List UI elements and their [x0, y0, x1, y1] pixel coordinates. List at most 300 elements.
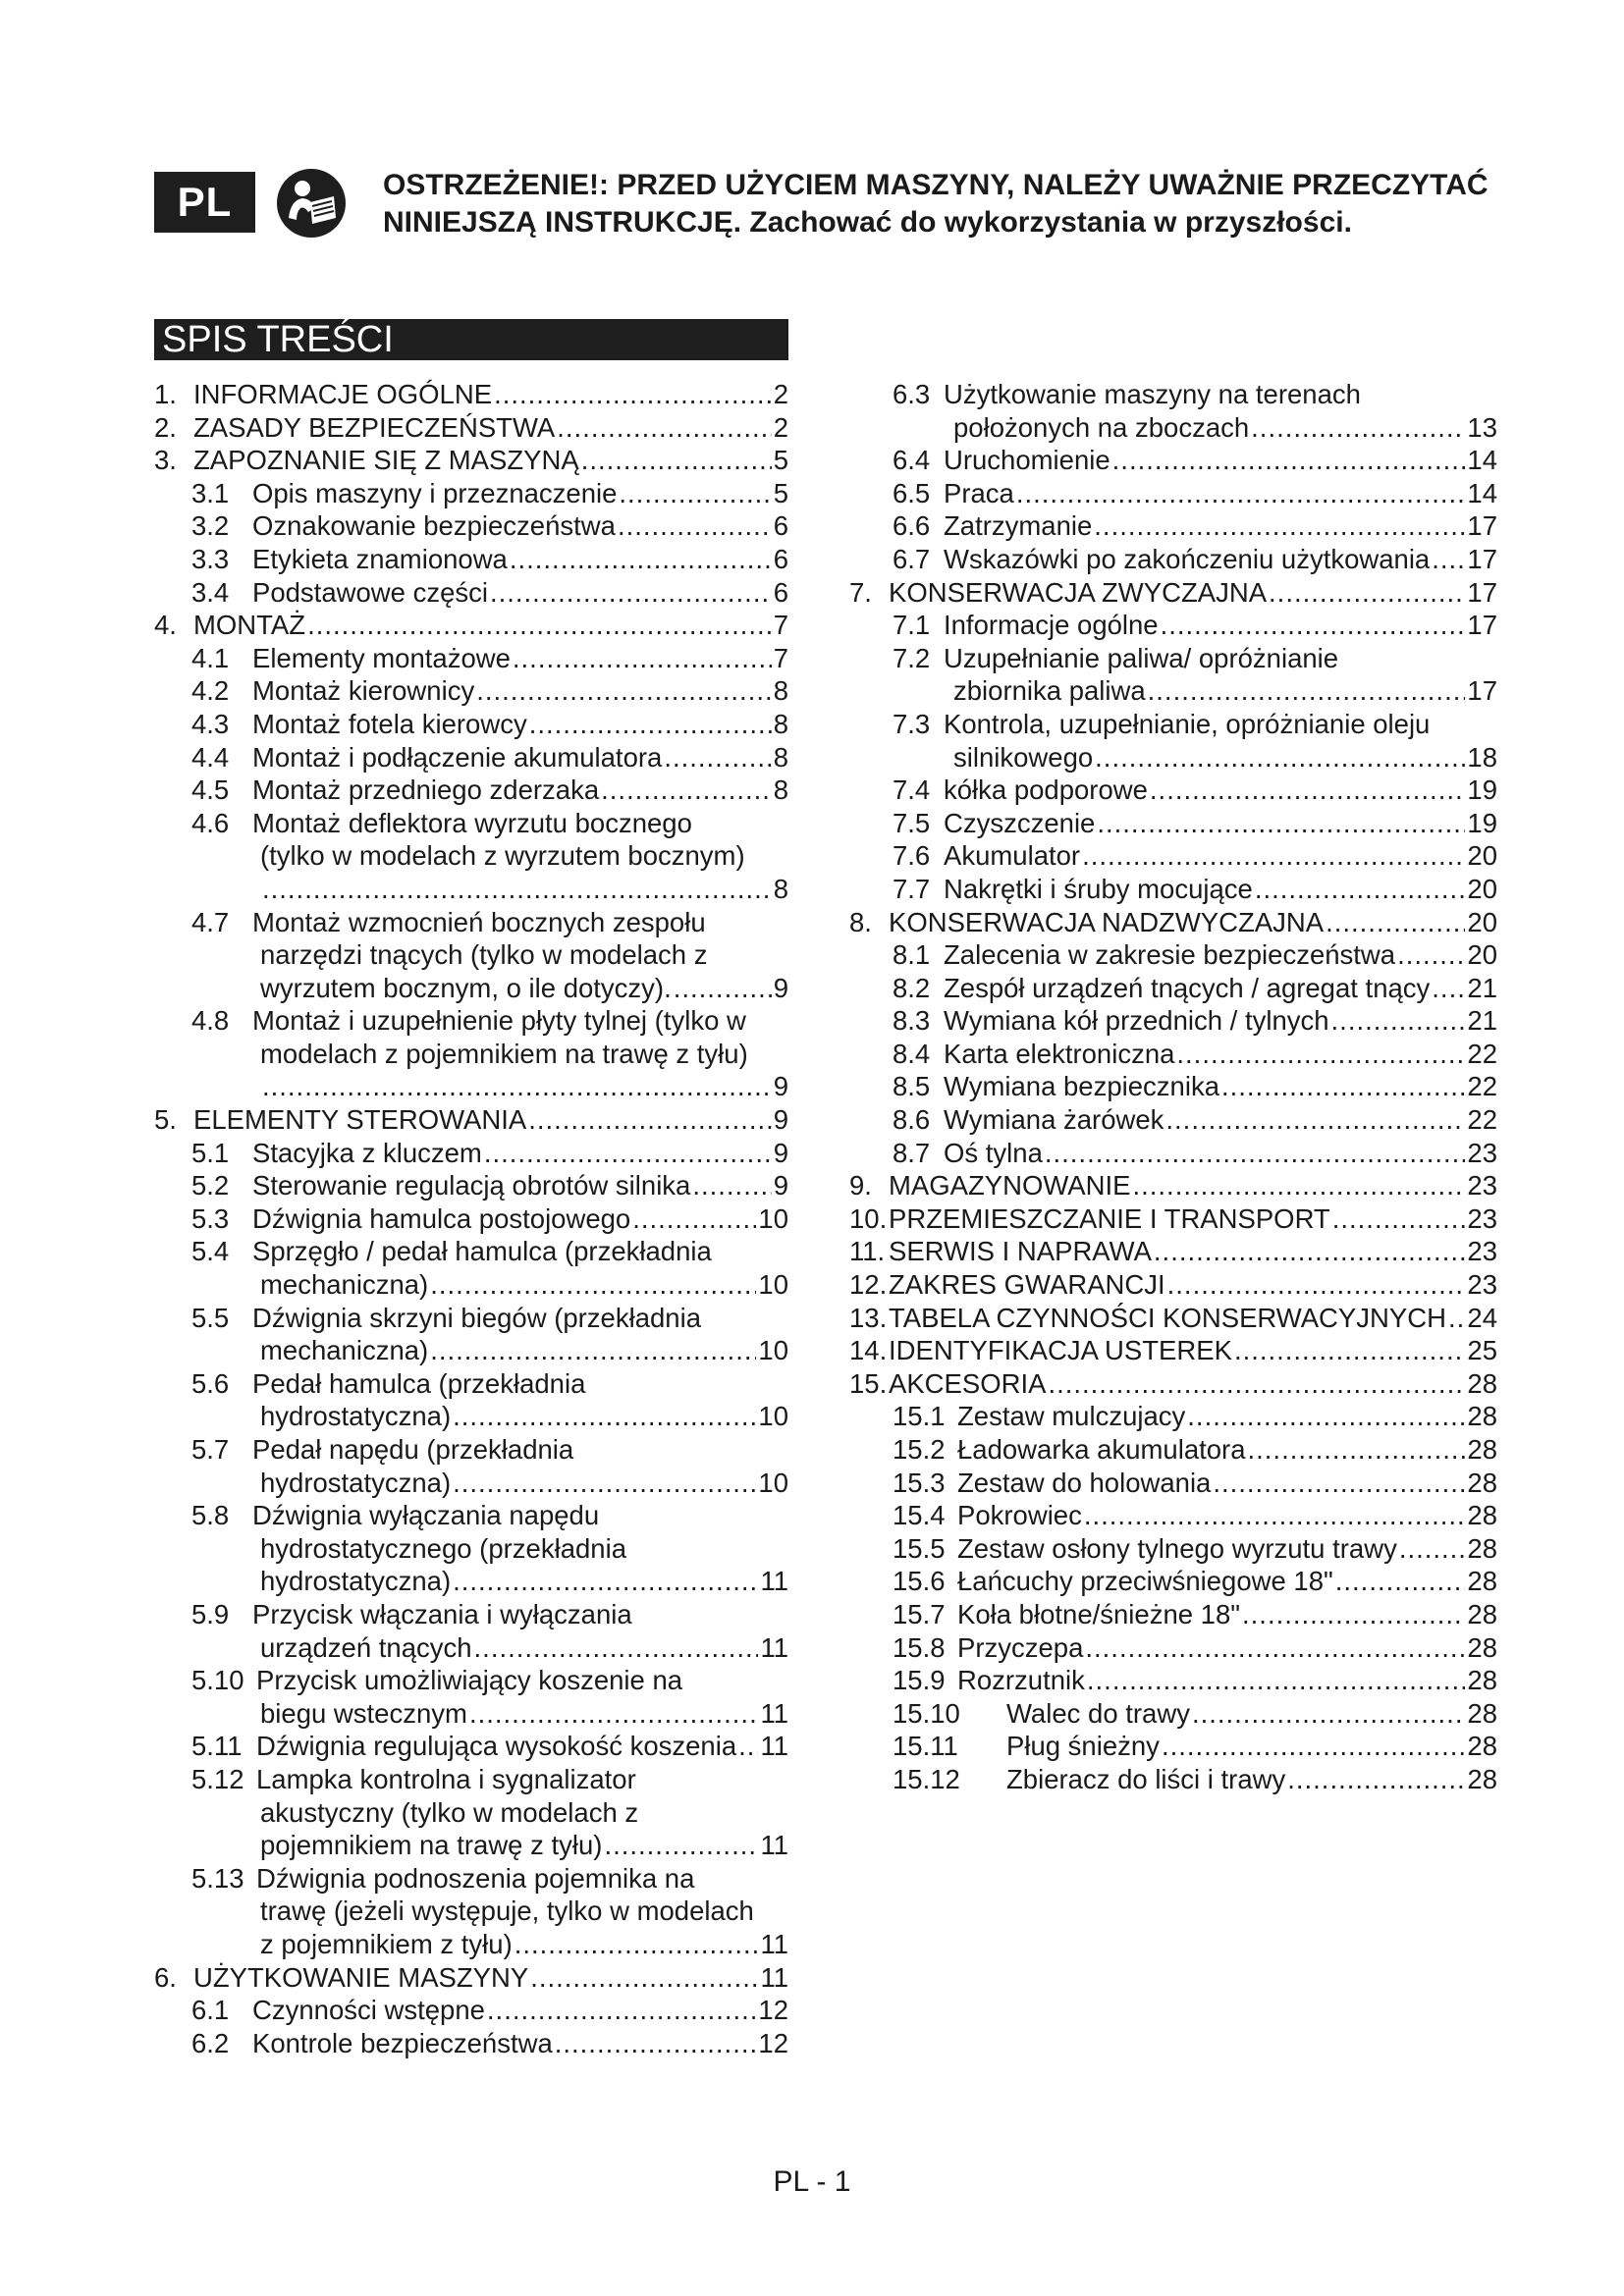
- toc-entry: [154, 411, 788, 445]
- toc-leader-dots: [484, 1137, 772, 1170]
- toc-entry: [154, 1664, 788, 1697]
- toc-entry-title: ELEMENTY STEROWANIA: [193, 1104, 527, 1136]
- toc-entry: [154, 1334, 788, 1367]
- toc-entry-page: 7: [773, 642, 788, 673]
- toc-leader-dots: [1448, 1302, 1465, 1335]
- toc-leader-dots: [581, 444, 772, 477]
- toc-entry-page: 12: [758, 2027, 788, 2058]
- toc-leader-dots: [1397, 938, 1465, 972]
- toc-leader-dots: [1331, 1004, 1466, 1038]
- toc-entry: [154, 1862, 788, 1896]
- toc-leader-dots: [529, 708, 772, 741]
- toc-leader-dots: [1162, 1730, 1465, 1763]
- toc-leader-dots: [632, 1202, 756, 1236]
- toc-entry-page: 5: [773, 445, 788, 476]
- toc-entry-page: 28: [1467, 1434, 1497, 1465]
- toc-entry-page: 11: [760, 1697, 788, 1729]
- toc-entry-page: 22: [1467, 1071, 1497, 1102]
- toc-leader-dots: [1213, 1467, 1465, 1500]
- toc-leader-dots: [1148, 674, 1466, 708]
- toc-leader-dots: [619, 477, 771, 510]
- toc-entry-title: Dźwignia wyłączania napędu: [252, 1500, 600, 1531]
- toc-entry: [154, 609, 788, 642]
- toc-leader-dots: [1287, 1763, 1465, 1796]
- toc-leader-dots: [476, 674, 772, 708]
- toc-entry-title: Lampka kontrolna i sygnalizator: [256, 1763, 636, 1794]
- toc-entry-number: 8.5: [893, 1071, 931, 1102]
- toc-entry-page: 11: [760, 1928, 788, 1959]
- toc-entry-title: Kontrole bezpieczeństwa: [252, 2027, 553, 2058]
- toc-entry-title: Pokrowiec: [957, 1500, 1082, 1531]
- toc-entry-number: 4.2: [191, 675, 230, 707]
- language-badge: PL: [154, 172, 255, 233]
- toc-entry-page: 28: [1467, 1697, 1497, 1729]
- toc-entry-number: 6.4: [893, 445, 931, 476]
- toc-leader-dots: [513, 642, 772, 675]
- toc-entry-number: 15.5: [893, 1532, 946, 1564]
- read-manual-icon: [275, 167, 348, 240]
- toc-entry-title: IDENTYFIKACJA USTEREK: [889, 1335, 1232, 1366]
- toc-entry: [849, 708, 1497, 741]
- toc-leader-dots: [430, 1268, 756, 1302]
- toc-entry-page: 7: [773, 610, 788, 641]
- toc-entry-title: mechaniczna): [260, 1335, 429, 1366]
- toc-leader-dots: [1432, 972, 1465, 1005]
- toc-entry-page: 21: [1467, 972, 1497, 1003]
- toc-entry: [154, 1268, 788, 1302]
- toc-entry-title: Rozrzutnik: [957, 1665, 1085, 1696]
- toc-leader-dots: [664, 741, 771, 774]
- toc-entry-number: 6.6: [893, 510, 931, 542]
- toc-leader-dots: [530, 1961, 758, 1995]
- toc-entry-number: 15.11: [893, 1731, 958, 1762]
- toc-right-column: [849, 378, 1497, 1796]
- toc-entry-number: 3.4: [191, 576, 230, 608]
- toc-entry-page: 14: [1467, 477, 1497, 508]
- toc-entry-number: 6.1: [191, 1995, 230, 2026]
- toc-entry: [849, 1302, 1497, 1335]
- toc-entry: [154, 1730, 788, 1763]
- toc-left-column: [154, 378, 788, 2059]
- toc-entry: [849, 1070, 1497, 1103]
- toc-entry: [154, 807, 788, 840]
- toc-entry-page: 28: [1467, 1500, 1497, 1531]
- toc-entry-page: 17: [1467, 510, 1497, 542]
- toc-entry-title: Montaż kierownicy: [252, 675, 475, 707]
- toc-entry-title: Dźwignia skrzyni biegów (przekładnia: [252, 1302, 701, 1333]
- toc-entry-title: AKCESORIA: [889, 1367, 1047, 1399]
- toc-entry: [849, 839, 1497, 873]
- toc-leader-dots: [1045, 1137, 1466, 1170]
- toc-entry: [154, 1302, 788, 1335]
- toc-entry-title: Elementy montażowe: [252, 642, 511, 673]
- toc-entry: [849, 1598, 1497, 1631]
- toc-entry-title: Wskazówki po zakończeniu użytkowania: [944, 543, 1431, 574]
- toc-entry-title: Dźwignia regulująca wysokość koszenia: [256, 1731, 737, 1762]
- toc-entry-title: ZAPOZNANIE SIĘ Z MASZYNĄ: [193, 445, 579, 476]
- toc-entry: [849, 1730, 1497, 1763]
- toc-entry: [154, 1565, 788, 1598]
- toc-leader-dots: [601, 774, 772, 807]
- toc-entry-number: 13.: [849, 1302, 888, 1333]
- toc-entry-title: Ładowarka akumulatora: [957, 1434, 1246, 1465]
- toc-entry-number: 5.4: [191, 1236, 230, 1267]
- toc-entry-number: 6.7: [893, 543, 931, 574]
- toc-leader-dots: [1082, 839, 1465, 873]
- toc-entry: [849, 509, 1497, 543]
- toc-entry-title: pojemnikiem na trawę z tyłu): [260, 1830, 603, 1861]
- toc-entry-title: Informacje ogólne: [944, 610, 1159, 641]
- toc-entry-number: 15.8: [893, 1631, 946, 1663]
- toc-leader-dots: [1094, 509, 1465, 543]
- toc-entry-title: PRZEMIESZCZANIE I TRANSPORT: [889, 1202, 1330, 1234]
- toc-entry-number: 7.1: [893, 610, 931, 641]
- toc-entry-page: 28: [1467, 1665, 1497, 1696]
- toc-leader-dots: [430, 1334, 756, 1367]
- toc-entry-number: 10.: [849, 1202, 888, 1234]
- toc-entry-title: biegu wstecznym: [260, 1697, 467, 1729]
- toc-entry: [849, 774, 1497, 807]
- toc-entry: [154, 1631, 788, 1665]
- toc-entry: [849, 1565, 1497, 1598]
- toc-entry-title: Nakrętki i śruby mocujące: [944, 873, 1253, 904]
- toc-leader-dots: [557, 411, 771, 445]
- toc-entry-page: 17: [1467, 576, 1497, 608]
- toc-entry-page: 9: [773, 972, 788, 1003]
- toc-entry-page: 11: [760, 1566, 788, 1597]
- toc-entry: [849, 477, 1497, 510]
- toc-entry-number: 15.: [849, 1367, 888, 1399]
- toc-entry: [154, 1994, 788, 2027]
- toc-entry: [849, 1038, 1497, 1071]
- toc-entry-title: ZASADY BEZPIECZEŃSTWA: [193, 411, 556, 443]
- toc-entry: [849, 1631, 1497, 1665]
- toc-entry-title: hydrostatyczna): [260, 1401, 452, 1432]
- toc-entry-page: 23: [1467, 1137, 1497, 1168]
- toc-entry-page: 25: [1467, 1335, 1497, 1366]
- toc-entry-page: 28: [1467, 1566, 1497, 1597]
- toc-entry: [154, 972, 788, 1005]
- toc-entry-number: 6.2: [191, 2027, 230, 2058]
- toc-entry-title: Podstawowe części: [252, 576, 488, 608]
- toc-entry-page: 11: [760, 1830, 788, 1861]
- toc-entry-title: Opis maszyny i przeznaczenie: [252, 477, 618, 508]
- toc-entry-page: 11: [760, 1731, 788, 1762]
- toc-entry-continuation: (tylko w modelach z wyrzutem bocznym): [260, 840, 745, 872]
- warning-line-1: OSTRZEŻENIE!: PRZED UŻYCIEM MASZYNY, NALEŻY UWAŻNIE PRZECZYTAĆ: [383, 169, 1489, 201]
- toc-entry-number: 15.1: [893, 1401, 946, 1432]
- toc-leader-dots: [490, 576, 772, 610]
- toc-entry-title: Etykieta znamionowa: [252, 543, 508, 574]
- toc-entry: [154, 1103, 788, 1137]
- toc-entry-title: Oś tylna: [944, 1137, 1043, 1168]
- toc-leader-dots: [1234, 1334, 1465, 1367]
- toc-entry: [154, 642, 788, 675]
- toc-entry-title: Zestaw do holowania: [957, 1467, 1212, 1498]
- toc-leader-dots: [738, 1730, 758, 1763]
- toc-entry: [154, 1169, 788, 1202]
- toc-entry: [154, 1697, 788, 1731]
- toc-entry: [849, 873, 1497, 906]
- toc-entry-title: UŻYTKOWANIE MASZYNY: [193, 1961, 529, 1993]
- toc-entry: [849, 674, 1497, 708]
- toc-entry-number: 7.3: [893, 708, 931, 739]
- toc-entry-title: Zalecenia w zakresie bezpieczeństwa: [944, 939, 1396, 971]
- toc-entry: [154, 576, 788, 610]
- toc-entry-page: 2: [773, 411, 788, 443]
- toc-leader-dots: [1248, 1433, 1466, 1467]
- toc-entry: [849, 1004, 1497, 1038]
- toc-leader-dots: [692, 1169, 771, 1202]
- toc-entry: [154, 674, 788, 708]
- toc-entry-title: Przyczepa: [957, 1631, 1084, 1663]
- toc-entry: [154, 509, 788, 543]
- toc-entry-page: 17: [1467, 610, 1497, 641]
- toc-entry-title: SERWIS I NAPRAWA: [889, 1236, 1152, 1267]
- toc-entry-number: 5.6: [191, 1367, 230, 1399]
- toc-entry: [154, 1004, 788, 1038]
- toc-entry-title: MONTAŻ: [193, 610, 306, 641]
- toc-entry-title: Dźwignia podnoszenia pojemnika na: [256, 1862, 695, 1894]
- toc-entry-title: Pług śnieżny: [1006, 1731, 1160, 1762]
- toc-entry-title: Wymiana kół przednich / tylnych: [944, 1005, 1329, 1037]
- toc-leader-dots: [1016, 477, 1466, 510]
- toc-entry-number: 7.4: [893, 774, 931, 806]
- toc-entry: [154, 1235, 788, 1268]
- toc-entry-number: 7.2: [893, 642, 931, 673]
- toc-entry-page: 19: [1467, 774, 1497, 806]
- toc-entry-number: 4.4: [191, 741, 230, 773]
- toc-entry-page: 14: [1467, 445, 1497, 476]
- toc-entry-number: 4.8: [191, 1005, 230, 1037]
- toc-leader-dots: [510, 543, 772, 576]
- toc-entry: [154, 1829, 788, 1862]
- toc-leader-dots: [469, 1697, 759, 1731]
- toc-entry-page: 8: [773, 774, 788, 806]
- toc-leader-dots: [1192, 1697, 1465, 1731]
- toc-entry-page: 20: [1467, 873, 1497, 904]
- toc-entry-page: 17: [1467, 675, 1497, 707]
- toc-entry-page: 5: [773, 477, 788, 508]
- toc-entry: [849, 1433, 1497, 1467]
- toc-entry-page: 28: [1467, 1532, 1497, 1564]
- toc-entry: [154, 1202, 788, 1236]
- toc-entry: [849, 609, 1497, 642]
- toc-entry-number: 5.2: [191, 1170, 230, 1201]
- toc-entry: [154, 708, 788, 741]
- toc-leader-dots: [1221, 1070, 1465, 1103]
- toc-entry-title: Stacyjka z kluczem: [252, 1137, 482, 1168]
- toc-entry-continuation: trawę (jeżeli występuje, tylko w modelach: [260, 1896, 754, 1927]
- toc-entry-title: Zatrzymanie: [944, 510, 1093, 542]
- page-number: PL - 1: [773, 2165, 851, 2198]
- toc-entry-title: Łańcuchy przeciwśniegowe 18": [957, 1566, 1333, 1597]
- toc-entry-title: Uruchomienie: [944, 445, 1110, 476]
- toc-entry-title: Zbieracz do liści i trawy: [1006, 1763, 1286, 1794]
- toc-entry-page: 17: [1467, 543, 1497, 574]
- toc-entry-number: 8.3: [893, 1005, 931, 1037]
- toc-entry-number: 7.: [849, 576, 872, 608]
- toc-entry: [849, 807, 1497, 840]
- toc-entry-title: Uzupełnianie paliwa/ opróżnianie: [944, 642, 1339, 673]
- toc-entry-page: 2: [773, 379, 788, 409]
- toc-entry-number: 7.5: [893, 807, 931, 838]
- toc-entry-page: 10: [758, 1335, 788, 1366]
- toc-entry-title: Przycisk umożliwiający koszenie na: [256, 1665, 683, 1696]
- toc-entry-number: 4.3: [191, 708, 230, 739]
- toc-entry-title: Karta elektroniczna: [944, 1038, 1175, 1069]
- toc-entry: [849, 938, 1497, 972]
- toc-leader-dots: [1133, 1169, 1466, 1202]
- toc-entry-number: 5.11: [191, 1731, 243, 1762]
- toc-leader-dots: [1255, 873, 1466, 906]
- toc-entry: [849, 378, 1497, 411]
- toc-entry-page: 20: [1467, 840, 1497, 872]
- toc-entry-page: 23: [1467, 1202, 1497, 1234]
- toc-entry-page: 19: [1467, 807, 1497, 838]
- toc-leader-dots: [1176, 1038, 1465, 1071]
- toc-entry-title: Zestaw osłony tylnego wyrzutu trawy: [957, 1532, 1397, 1564]
- toc-entry: [849, 1367, 1497, 1401]
- toc-entry-page: 9: [773, 1137, 788, 1168]
- toc-entry-title: KONSERWACJA NADZWYCZAJNA: [889, 906, 1325, 937]
- toc-entry-number: 5.9: [191, 1598, 230, 1629]
- toc-entry-title: Oznakowanie bezpieczeństwa: [252, 510, 616, 542]
- toc-leader-dots: [1048, 1367, 1465, 1401]
- toc-entry-title: Montaż i uzupełnienie płyty tylnej (tylko w: [252, 1005, 746, 1037]
- toc-entry: [849, 1697, 1497, 1731]
- toc-title: SPIS TREŚCI: [154, 319, 788, 360]
- toc-entry: [154, 1137, 788, 1170]
- toc-entry-title: mechaniczna): [260, 1269, 429, 1301]
- toc-entry-page: 28: [1467, 1631, 1497, 1663]
- toc-entry: [154, 1961, 788, 1995]
- toc-leader-dots: [1112, 444, 1466, 477]
- toc-entry-number: 4.1: [191, 642, 230, 673]
- toc-entry-number: 14.: [849, 1335, 888, 1366]
- toc-entry-number: 6.: [154, 1961, 177, 1993]
- toc-entry: [154, 774, 788, 807]
- toc-entry-title: Wymiana żarówek: [944, 1104, 1164, 1136]
- toc-entry-page: 8: [773, 741, 788, 773]
- toc-entry-number: 8.1: [893, 939, 931, 971]
- toc-entry-title: Czyszczenie: [944, 807, 1096, 838]
- toc-leader-dots: [453, 1467, 756, 1500]
- toc-entry-title: Kontrola, uzupełnianie, opróżnianie oleju: [944, 708, 1431, 739]
- toc-entry-title: Sprzęgło / pedał hamulca (przekładnia: [252, 1236, 712, 1267]
- toc-entry: [849, 1137, 1497, 1170]
- toc-entry: [849, 906, 1497, 939]
- toc-entry-page: 28: [1467, 1367, 1497, 1399]
- toc-entry-title: Sterowanie regulacją obrotów silnika: [252, 1170, 691, 1201]
- toc-entry: [849, 741, 1497, 774]
- toc-entry: [154, 1433, 788, 1467]
- toc-entry: [849, 543, 1497, 576]
- toc-entry-number: 8.2: [893, 972, 931, 1003]
- toc-entry-page: 10: [758, 1401, 788, 1432]
- toc-entry-page: 11: [760, 1961, 788, 1993]
- toc-leader-dots: [1087, 1664, 1466, 1697]
- toc-entry-number: 2.: [154, 411, 177, 443]
- toc-entry-number: 15.6: [893, 1566, 946, 1597]
- toc-entry: [154, 1499, 788, 1532]
- toc-entry: [154, 906, 788, 939]
- toc-leader-dots: [262, 1070, 772, 1103]
- toc-leader-dots: [487, 1994, 756, 2027]
- toc-entry-number: 5.1: [191, 1137, 230, 1168]
- toc-entry-number: 3.: [154, 445, 177, 476]
- toc-entry-number: 8.: [849, 906, 872, 937]
- toc-leader-dots: [1165, 1103, 1465, 1137]
- toc-entry-page: 18: [1467, 741, 1497, 773]
- toc-entry-title: Pedał napędu (przekładnia: [252, 1434, 574, 1465]
- toc-entry: [154, 378, 788, 411]
- toc-entry: [849, 1664, 1497, 1697]
- toc-entry-title: Montaż wzmocnień bocznych zespołu: [252, 906, 706, 937]
- toc-entry-number: 15.3: [893, 1467, 946, 1498]
- toc-entry: [849, 642, 1497, 675]
- toc-entry-number: 8.6: [893, 1104, 931, 1136]
- toc-entry-page: 8: [773, 873, 788, 904]
- toc-entry-number: 5.3: [191, 1202, 230, 1234]
- toc-entry: [849, 1268, 1497, 1302]
- toc-entry-number: 4.7: [191, 906, 230, 937]
- toc-entry-page: 6: [773, 543, 788, 574]
- toc-entry: [849, 1235, 1497, 1268]
- toc-entry-continuation: modelach z pojemnikiem na trawę z tyłu): [260, 1038, 748, 1069]
- toc-leader-dots: [604, 1829, 758, 1862]
- toc-entry-title: ZAKRES GWARANCJI: [889, 1269, 1165, 1301]
- toc-entry-number: 6.3: [893, 379, 931, 409]
- toc-entry-title: Praca: [944, 477, 1014, 508]
- toc-entry-page: 9: [773, 1170, 788, 1201]
- toc-entry-page: 22: [1467, 1038, 1497, 1069]
- toc-entry-title: z pojemnikiem z tyłu): [260, 1928, 513, 1959]
- toc-entry-page: 23: [1467, 1236, 1497, 1267]
- toc-entry: [154, 1400, 788, 1433]
- toc-leader-dots: [1326, 906, 1465, 939]
- toc-entry-number: 5.5: [191, 1302, 230, 1333]
- toc-leader-dots: [618, 509, 772, 543]
- toc-entry-title: hydrostatyczna): [260, 1467, 452, 1498]
- toc-entry-page: 10: [758, 1202, 788, 1234]
- toc-leader-dots: [674, 972, 772, 1005]
- toc-entry-number: 15.12: [893, 1763, 960, 1794]
- toc-entry-title: kółka podporowe: [944, 774, 1148, 806]
- toc-entry-title: Koła błotne/śnieżne 18": [957, 1598, 1241, 1629]
- toc-entry-title: hydrostatyczna): [260, 1566, 452, 1597]
- toc-entry-page: 28: [1467, 1467, 1497, 1498]
- toc-entry-number: 3.3: [191, 543, 230, 574]
- toc-entry-page: 11: [760, 1631, 788, 1663]
- toc-entry-page: 23: [1467, 1170, 1497, 1201]
- toc-entry-number: 9.: [849, 1170, 872, 1201]
- toc-entry-title: Walec do trawy: [1006, 1697, 1190, 1729]
- toc-entry-number: 7.6: [893, 840, 931, 872]
- toc-leader-dots: [1335, 1565, 1466, 1598]
- warning-text: [383, 167, 1512, 241]
- toc-entry-page: 6: [773, 576, 788, 608]
- toc-entry-page: 20: [1467, 939, 1497, 971]
- toc-entry-title: TABELA CZYNNOŚCI KONSERWACYJNYCH: [889, 1302, 1446, 1333]
- toc-entry-continuation: akustyczny (tylko w modelach z: [260, 1796, 639, 1828]
- toc-entry-page: 8: [773, 675, 788, 707]
- toc-leader-dots: [494, 378, 772, 411]
- toc-entry-continuation: narzędzi tnących (tylko w modelach z: [260, 939, 708, 971]
- toc-entry-page: 6: [773, 510, 788, 542]
- toc-entry-title: Czynności wstępne: [252, 1995, 485, 2026]
- toc-entry: [154, 543, 788, 576]
